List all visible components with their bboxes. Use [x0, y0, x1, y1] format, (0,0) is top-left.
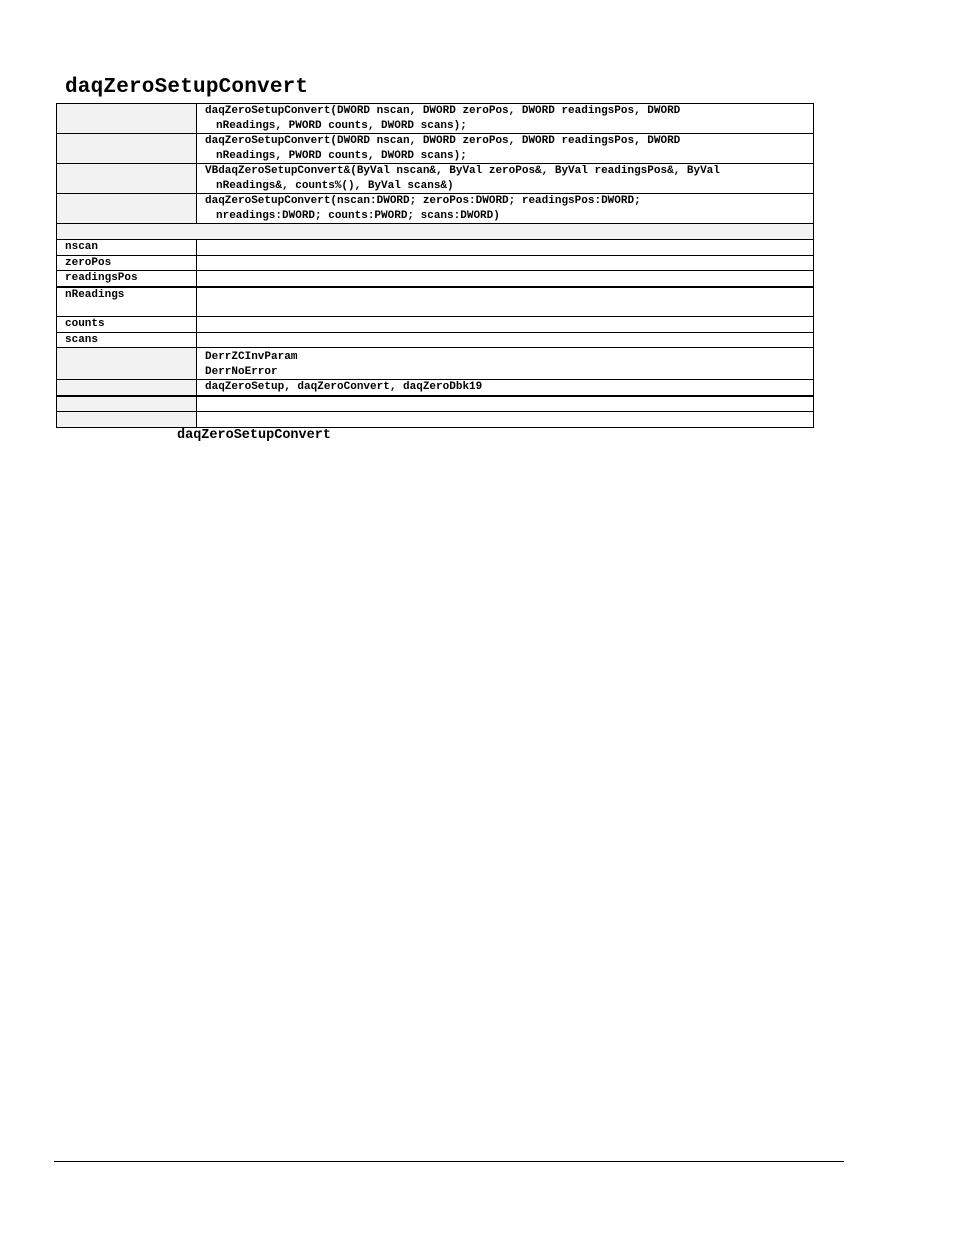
prototype-row [57, 104, 814, 134]
parameter-row [57, 255, 814, 271]
returns-row [57, 348, 814, 380]
parameter-row [57, 271, 814, 287]
parameter-row [57, 287, 814, 317]
parameter-name: nscan [57, 240, 197, 256]
prototype-label-cell [57, 194, 197, 224]
function-reference-table [56, 103, 814, 428]
return-code: DerrNoError [205, 365, 278, 378]
prototype-line: VBdaqZeroSetupConvert&(ByVal nscan&, ByVal zeroPos&, ByVal readingsPos&, ByVal [205, 165, 720, 177]
parameter-description [197, 240, 814, 256]
prototype-cell [197, 104, 814, 134]
parameter-row [57, 240, 814, 256]
prototype-line: daqZeroSetupConvert(DWORD nscan, DWORD zeroPos, DWORD readingsPos, DWORD [205, 135, 681, 147]
parameter-name: zeroPos [57, 255, 197, 271]
prototype-row [57, 134, 814, 164]
parameter-description [197, 287, 814, 317]
parameter-name: readingsPos [57, 271, 197, 287]
prototype-label-cell [57, 164, 197, 194]
parameter-description [197, 271, 814, 287]
prototype-line: daqZeroSetupConvert(nscan:DWORD; zeroPos:DWORD; readingsPos:DWORD; [205, 195, 641, 207]
parameters-header-row [57, 224, 814, 240]
returns-cell [197, 348, 814, 380]
parameter-description [197, 317, 814, 333]
prototype-label-cell [57, 104, 197, 134]
prototype-row [57, 194, 814, 224]
parameter-name: nReadings [57, 287, 197, 317]
parameter-description [197, 332, 814, 348]
return-code: DerrZCInvParam [205, 351, 298, 363]
prototype-cell [197, 164, 814, 194]
parameter-description [197, 255, 814, 271]
table-caption: daqZeroSetupConvert [177, 428, 331, 443]
see-also-row [57, 380, 814, 396]
prototype-cell [197, 194, 814, 224]
parameter-row [57, 332, 814, 348]
prototype-line: nReadings, PWORD counts, DWORD scans); [216, 119, 467, 132]
returns-label-cell [57, 348, 197, 380]
prototype-line: nreadings:DWORD; counts:PWORD; scans:DWORD) [216, 209, 500, 222]
prototype-cell [197, 134, 814, 164]
empty-label-cell [57, 412, 197, 428]
empty-value-cell [197, 396, 814, 412]
prototype-row [57, 164, 814, 194]
empty-value-cell [197, 412, 814, 428]
parameter-row [57, 317, 814, 333]
empty-row [57, 396, 814, 412]
empty-label-cell [57, 396, 197, 412]
function-title: daqZeroSetupConvert [65, 76, 309, 99]
prototype-line: nReadings&, counts%(), ByVal scans&) [216, 179, 454, 192]
prototype-line: nReadings, PWORD counts, DWORD scans); [216, 149, 467, 162]
see-also-cell: daqZeroSetup, daqZeroConvert, daqZeroDbk19 [197, 380, 814, 396]
prototype-line: daqZeroSetupConvert(DWORD nscan, DWORD zeroPos, DWORD readingsPos, DWORD [205, 105, 681, 117]
see-also-label-cell [57, 380, 197, 396]
parameter-name: scans [57, 332, 197, 348]
prototype-label-cell [57, 134, 197, 164]
parameter-name: counts [57, 317, 197, 333]
empty-row [57, 412, 814, 428]
parameters-header-cell [57, 224, 814, 240]
footer-divider [54, 1161, 844, 1162]
